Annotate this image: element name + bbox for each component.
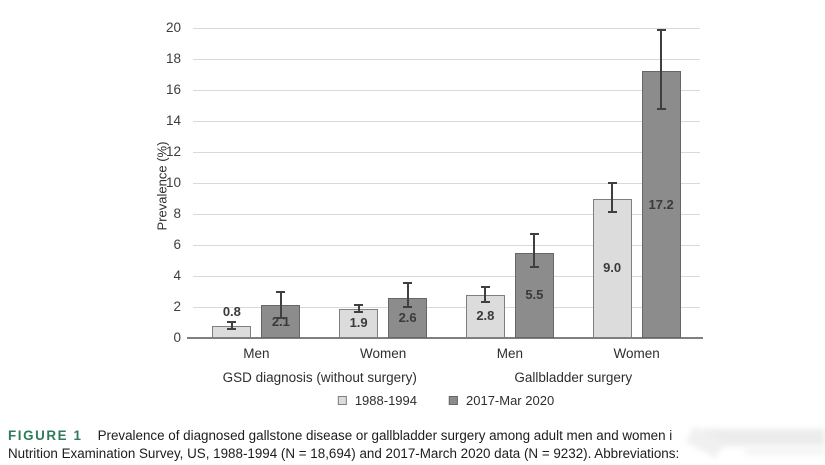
bar-value-label: 2.6 xyxy=(398,309,417,325)
y-axis-tick-label: 0 xyxy=(173,330,181,345)
x-axis-category-label: Men xyxy=(496,346,523,361)
legend-item-2017-mar-2020 xyxy=(449,393,554,408)
gridline xyxy=(193,28,700,29)
bar-value-label: 2.1 xyxy=(271,313,290,329)
bar-value-label: 5.5 xyxy=(525,287,544,303)
y-axis-title: Prevalence (%) xyxy=(154,141,170,231)
x-axis-group-label: Gallbladder surgery xyxy=(514,370,633,385)
error-bar xyxy=(660,30,662,109)
chart-legend xyxy=(338,393,554,408)
error-bar xyxy=(533,234,535,267)
legend-label-1988-1994: 1988-1994 xyxy=(354,393,417,408)
error-bar xyxy=(407,283,409,307)
error-bar-cap xyxy=(227,321,236,323)
error-bar-cap xyxy=(276,291,285,293)
y-axis-tick-label: 10 xyxy=(165,175,181,190)
y-axis-tick-label: 8 xyxy=(173,206,181,221)
y-axis-tick-label: 2 xyxy=(173,299,181,314)
caption-text-1: Prevalence of diagnosed gallstone disease or gallbladder surgery among adult men and women i xyxy=(97,428,673,443)
error-bar-cap xyxy=(530,266,539,268)
y-axis-tick-label: 12 xyxy=(165,144,181,159)
legend-swatch-1988-1994-icon xyxy=(338,396,347,405)
gridline xyxy=(193,90,700,91)
error-bar-cap xyxy=(657,108,666,110)
y-axis-tick-label: 6 xyxy=(173,237,181,252)
error-bar-cap xyxy=(403,306,412,308)
gridline xyxy=(193,183,700,184)
error-bar-cap xyxy=(403,282,412,284)
y-axis-tick-label: 20 xyxy=(165,20,181,35)
y-axis-tick-label: 14 xyxy=(165,113,181,128)
error-bar-cap xyxy=(227,328,236,330)
blur-smudge xyxy=(745,447,825,455)
bar-value-label: 17.2 xyxy=(648,196,674,212)
bar-value-label: 0.8 xyxy=(222,303,241,319)
x-axis-group-label: GSD diagnosis (without surgery) xyxy=(222,370,417,385)
x-axis-category-label: Women xyxy=(613,346,660,361)
error-bar-cap xyxy=(608,182,617,184)
y-axis-tick-label: 16 xyxy=(165,82,181,97)
legend-swatch-2017-mar-2020-icon xyxy=(449,396,458,405)
legend-item-1988-1994 xyxy=(338,393,417,408)
gridline xyxy=(193,121,700,122)
x-axis-category-label: Men xyxy=(243,346,270,361)
error-bar-cap xyxy=(481,301,490,303)
legend-label-2017-mar-2020: 2017-Mar 2020 xyxy=(466,393,555,408)
error-bar-cap xyxy=(608,211,617,213)
error-bar-cap xyxy=(354,311,363,313)
figure-number: FIGURE 1 xyxy=(8,428,83,443)
x-axis-category-label: Women xyxy=(359,346,407,361)
error-bar xyxy=(484,287,486,303)
y-axis-tick-label: 4 xyxy=(173,268,181,283)
error-bar-cap xyxy=(530,233,539,235)
error-bar-cap xyxy=(657,29,666,31)
error-bar-cap xyxy=(481,286,490,288)
bar-value-label: 2.8 xyxy=(476,308,495,324)
bar-value-label: 9.0 xyxy=(603,260,622,276)
gridline xyxy=(193,152,700,153)
caption-line-2: Nutrition Examination Survey, US, 1988-1994 (N = 18,694) and 2017-March 2020 data (N = 9232). Abbreviations: xyxy=(8,445,680,461)
error-bar-cap xyxy=(354,304,363,306)
bar-value-label: 1.9 xyxy=(349,315,368,331)
y-axis-tick-label: 18 xyxy=(165,51,181,66)
error-bar xyxy=(611,183,613,212)
gridline xyxy=(193,59,700,60)
